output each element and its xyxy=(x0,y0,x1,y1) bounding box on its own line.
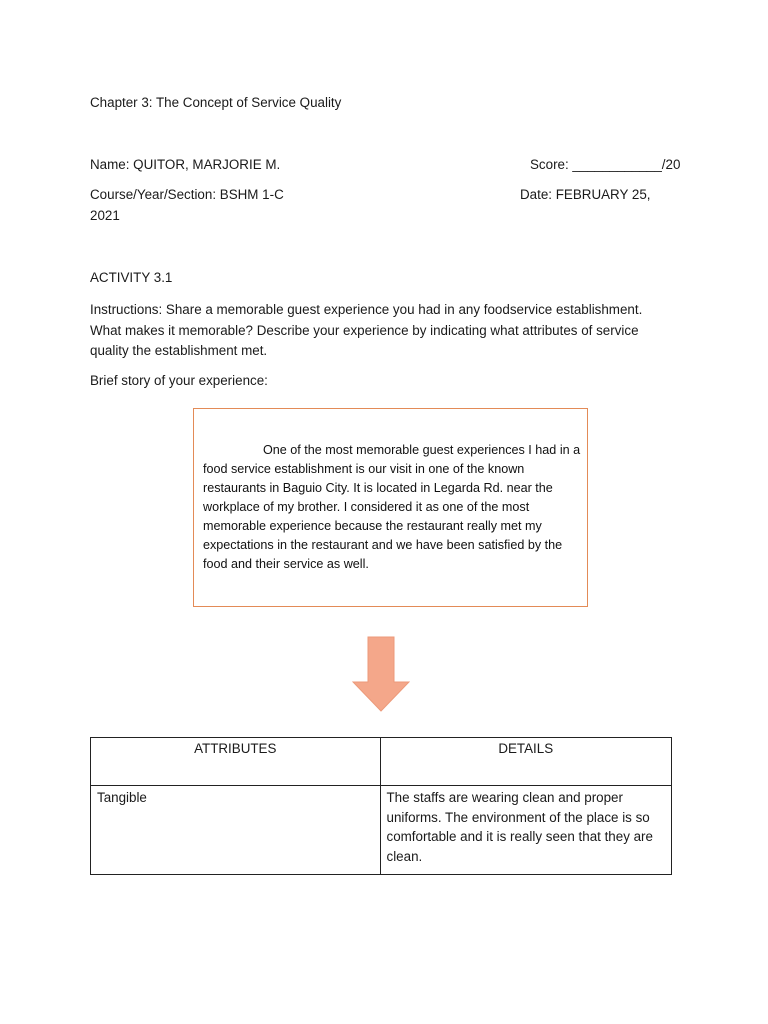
activity-title: ACTIVITY 3.1 xyxy=(90,270,173,285)
date-field: Date: FEBRUARY 25, xyxy=(520,187,651,202)
instructions xyxy=(90,300,642,362)
details-cell: The staffs are wearing clean and proper uniforms. The environment of the place is so comfortable and it is really seen that they are clean. xyxy=(380,786,672,875)
table-header-row xyxy=(91,738,672,786)
story-body: One of the most memorable guest experiences I had in a food service establishment is our visit in one of the known restaurants in Baguio City. It is located in Legarda Rd. near the workplace of my brother. I considered it as one of the most memorable experience because the restaurant really met my expectations in the restaurant and we have been satisfied by the food and their service as well. xyxy=(203,443,581,571)
instructions-line: Instructions: Share a memorable guest experience you had in any foodservice establishment. xyxy=(90,302,643,317)
story-text xyxy=(203,441,583,574)
instructions-line: What makes it memorable? Describe your experience by indicating what attributes of service xyxy=(90,322,639,338)
story-box xyxy=(193,408,588,607)
down-arrow-icon xyxy=(352,636,410,712)
column-header-attributes: ATTRIBUTES xyxy=(91,738,381,786)
brief-story-label: Brief story of your experience: xyxy=(90,373,268,388)
attribute-cell: Tangible xyxy=(91,786,381,875)
course-year-section: Course/Year/Section: BSHM 1-C xyxy=(90,187,284,202)
chapter-title: Chapter 3: The Concept of Service Quality xyxy=(90,95,342,110)
instructions-line: quality the establishment met. xyxy=(90,343,268,358)
date-year: 2021 xyxy=(90,208,120,223)
student-name: Name: QUITOR, MARJORIE M. xyxy=(90,157,281,172)
column-header-details: DETAILS xyxy=(380,738,672,786)
attributes-table xyxy=(90,737,672,875)
score-field: Score: ____________/20 xyxy=(530,157,681,172)
table-row xyxy=(91,786,672,875)
